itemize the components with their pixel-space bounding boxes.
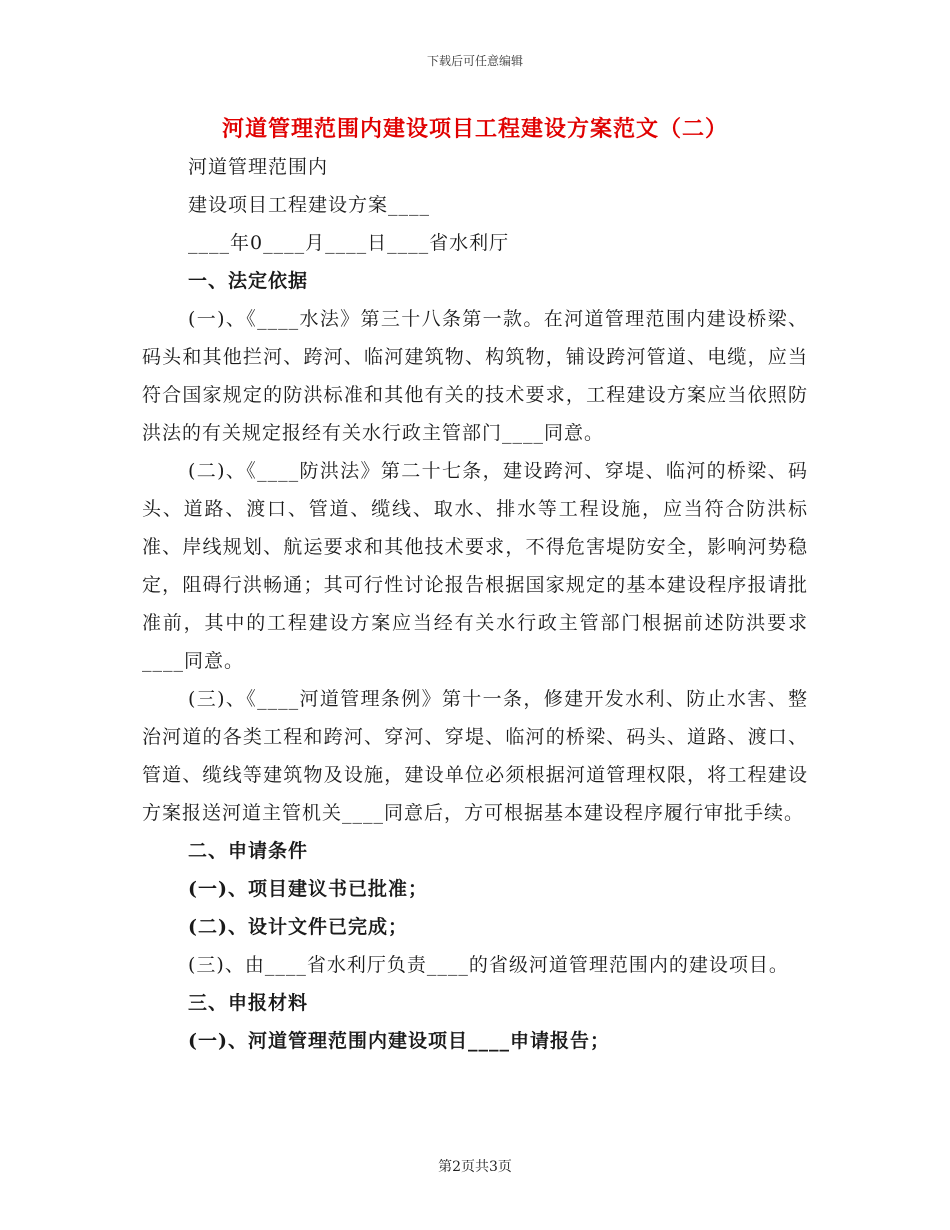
condition-item-1: (一)、项目建议书已批准；	[188, 878, 428, 900]
section-heading-conditions: 二、申请条件	[188, 840, 309, 862]
paragraph-date-issuer: ____年0____月____日____省水利厅	[188, 232, 510, 254]
paragraph-river-regulation: (三)、《____河道管理条例》第十一条，修建开发水利、防止水害、整治河道的各类工程和跨河、穿河、穿堤、临河的桥梁、码头、道路、渡口、管道、缆线等建筑物及设施，建设单位必须根据河道管理权限，将工程建设方案报送河道主管机关____同意后，方可根据基本建设程序履行审批手续。	[142, 688, 808, 824]
page-footer: 第2页共3页	[438, 1159, 512, 1175]
condition-item-3: (三)、由____省水利厅负责____的省级河道管理范围内的建设项目。	[188, 954, 789, 976]
paragraph-water-law: (一)、《____水法》第三十八条第一款。在河道管理范围内建设桥梁、码头和其他拦河、跨河、临河建筑物、构筑物，铺设跨河管道、电缆，应当符合国家规定的防洪标准和其他有关的技术要求，工程建设方案应当依照防洪法的有关规定报经有关水行政主管部门____同意。	[142, 308, 808, 444]
header-note: 下载后可任意编辑	[426, 54, 523, 68]
section-heading-legal-basis: 一、法定依据	[188, 270, 309, 292]
paragraph-plan-name: 建设项目工程建设方案____	[188, 194, 431, 216]
paragraph-flood-law: (二)、《____防洪法》第二十七条，建设跨河、穿堤、临河的桥梁、码头、道路、渡口、管道、缆线、取水、排水等工程设施，应当符合防洪标准、岸线规划、航运要求和其他技术要求，不得危害堤防安全，影响河势稳定，阻碍行洪畅通；其可行性讨论报告根据国家规定的基本建设程序报请批准前，其中的工程建设方案应当经有关水行政主管部门根据前述防洪要求____同意。	[142, 460, 808, 672]
paragraph-scope: 河道管理范围内	[188, 156, 329, 178]
section-heading-materials: 三、申报材料	[188, 992, 309, 1014]
material-item-1: (一)、河道管理范围内建设项目____申请报告；	[188, 1030, 610, 1052]
document-body	[142, 148, 808, 1060]
document-title: 河道管理范围内建设项目工程建设方案范文（二）	[221, 116, 728, 142]
condition-item-2: (二)、设计文件已完成；	[188, 916, 408, 938]
